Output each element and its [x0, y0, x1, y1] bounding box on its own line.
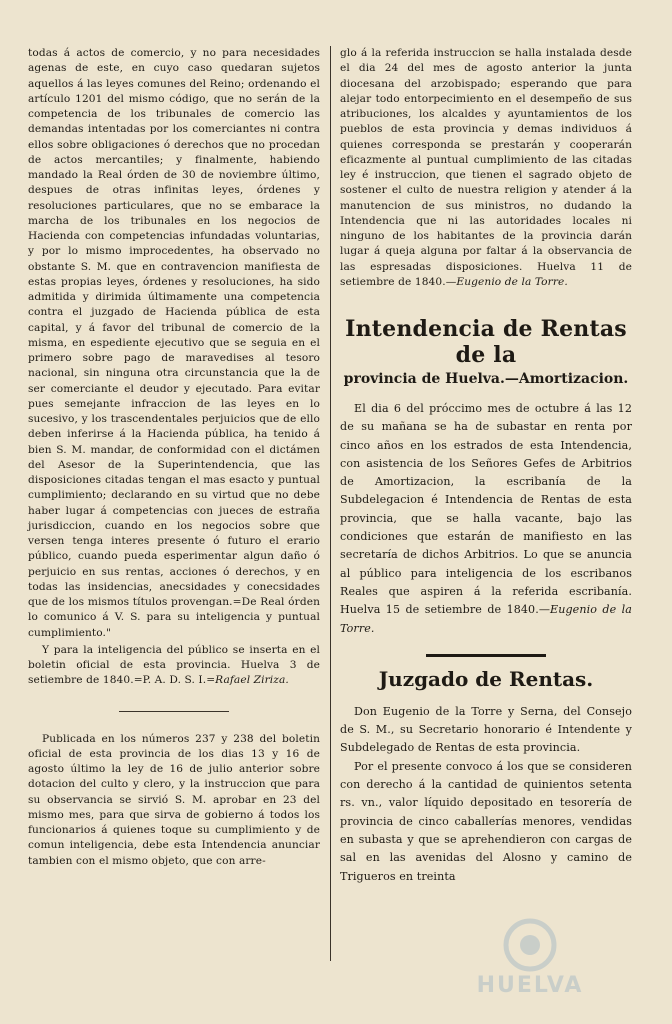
subheading-amortizacion: provincia de Huelva.—Amortizacion. [343, 371, 629, 387]
right-paragraph-2-text: El dia 6 del próccimo mes de octubre á las 12 de su mañana se ha de subastar en renta por cinco años en los estrados de esta Intendencia, con asistencia de los Señores Gefes de Arbitrios de Amortizacion, la escribanía de la Subdelegacion é Intendencia de Rentas de esta provincia, que se halla vacante, bajo las condiciones que estarán de manifiesto en las secretaría de dichos Arbitrios. Lo que se anuncia al público para inteligencia de los escribanos Reales que aspiren á la referida escribanía. Huelva 15 de setiembre de 1840.— [340, 402, 632, 617]
heading-juzgado: Juzgado de Rentas. [378, 666, 594, 691]
right-paragraph-4: Por el presente convoco á los que se consideren con derecho á la cantidad de quinientos setenta rs. vn., valor líquido depositado en tesorería de provincia de cinco caballerías menores, vendidas en subasta y que se aprehendieron con cargas de sal en las avenidas del Alosno y camino de Trigueros en treinta [340, 759, 632, 883]
left-signature: Rafael Ziriza. [215, 674, 289, 687]
right-column [340, 46, 632, 886]
left-paragraph-2 [28, 643, 320, 689]
heading-intendencia: Intendencia de Rentas de la [345, 316, 627, 368]
left-paragraph-2-text: Y para la inteligencia del público se inserta en el boletin oficial de esta provincia. Huelva 3 de setiembre de 1840.=P. A. D. S. I.= [28, 643, 320, 687]
right-signature-1: Eugenio de la Torre. [456, 275, 568, 288]
right-signature-2: Eugenio de la Torre. [340, 603, 632, 635]
left-section-rule [119, 711, 229, 712]
right-paragraph-1-text: glo á la referida instruccion se halla instalada desde el dia 24 del mes de agosto anterior la junta diocesana del arzobispado; esperando que para alejar todo entorpecimiento en el desempeño de sus atribuciones, los alcaldes y ayuntamientos de los pueblos de esta provincia y demas individuos á quienes corresponda se prestarán y cooperarán eficazmente al puntual cumplimiento de las citadas ley é instruccion, que tienen el sagrado objeto de sostener el culto de nuestra religion y atender á la manutencion de sus ministros, no dudando la Intendencia que ni las autoridades locales ni ninguno de los habitantes de la provincia darán lugar á queja alguna por faltar á la observancia de las espresadas disposiciones. Huelva 11 de setiembre de 1840.— [340, 47, 632, 288]
right-paragraph-2 [340, 400, 632, 638]
watermark-emblem-icon [470, 915, 590, 975]
right-paragraph-3: Don Eugenio de la Torre y Serna, del Consejo de S. M., su Secretario honorario é Intendente y Subdelegado de Rentas de esta provincia. [340, 704, 632, 755]
column-divider [330, 46, 331, 961]
right-paragraph-1 [340, 46, 632, 290]
left-column [28, 46, 320, 869]
watermark-label: HUELVA [476, 973, 584, 998]
right-section-rule [426, 654, 546, 657]
left-paragraph-1: todas á actos de comercio, y no para necesidades agenas de este, en cuyo caso quedaran sujetos aquellos á las leyes comunes del Reino; ordenando el artículo 1201 del mismo código, que no serán de la competencia de los tribunales de comercio las demandas intentadas por los comerciantes ni contra ellos sobre obligaciones ó derechos que no procedan de actos mercantiles; y finalmente, habiendo mandado la Real órden de 30 de noviembre último, despues de otras infinitas leyes, órdenes y resoluciones particulares, que no se embarace la marcha de los tribunales en los negocios de Hacienda con competencias infundadas voluntarias, y por lo mismo improcedentes, ha observado no obstante S. M. que en contravencion manifiesta de estas propias leyes, órdenes y resoluciones, ha sido admitida y dirimida últimamente una competencia contra el juzgado de Hacienda pública de esta capital, y á favor del tribunal de comercio de la misma, en espediente ejecutivo que se seguia en el primero sobre pago de maravedises al tesoro nacional, sin ninguna otra circunstancia que la de ser comerciante el deudor y ejecutado. Para evitar pues semejante infraccion de las leyes en lo sucesivo, y los trascendentales perjuicios que de ello deben inferirse á la Hacienda pública, ha tenido á bien S. M. mandar, de conformidad con el dictámen del Asesor de la Superintendencia, que las disposiciones citadas tengan el mas esacto y puntual cumplimiento; declarando en su virtud que no debe haber lugar á competencias con jueces de estraña jurisdiccion, cuando en los negocios sobre que versen tenga interes presente ó futuro el erario público, cuando pueda esperimentar algun daño ó perjuicio en sus rentas, acciones ó derechos, y en todas las insidencias, anecsidades y conecsidades que de los mismos títulos provengan.=De Real órden lo comunico á V. S. para su inteligencia y puntual cumplimiento." [28, 47, 320, 639]
left-paragraph-3: Publicada en los números 237 y 238 del boletin oficial de esta provincia de los dias 13 y 16 de agosto último la ley de 16 de julio anterior sobre dotacion del culto y clero, y la instruccion que para su observancia se sirvió S. M. aprobar en 23 del mismo mes, para que sirva de gobierno á todos los funcionarios á quienes toque su cumplimiento y de comun inteligencia, debe esta Intendencia anunciar tambien con el mismo objeto, que con arre- [28, 732, 320, 867]
library-watermark [470, 915, 590, 1005]
